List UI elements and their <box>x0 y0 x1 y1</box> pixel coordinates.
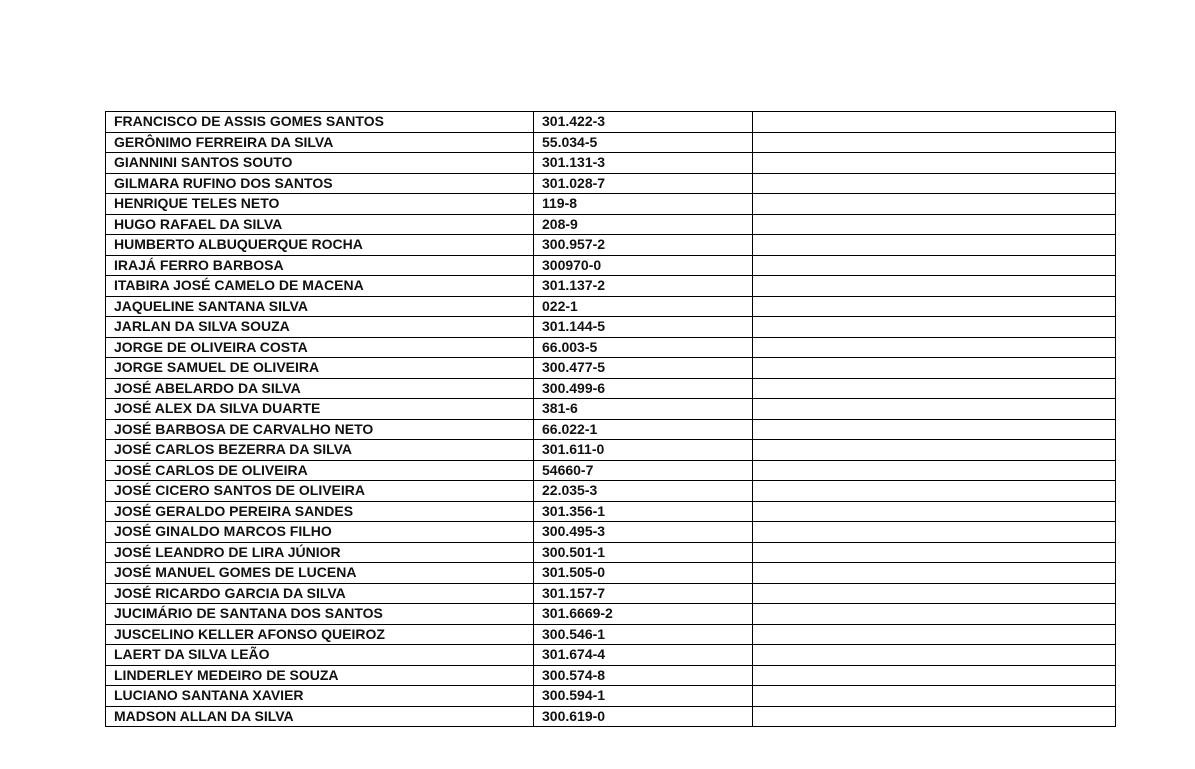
empty-cell <box>753 378 1116 399</box>
table-row <box>106 132 1116 153</box>
name-cell: JOSÉ GINALDO MARCOS FILHO <box>106 522 534 543</box>
registration-cell: 301.137-2 <box>534 276 753 297</box>
name-cell: JORGE SAMUEL DE OLIVEIRA <box>106 358 534 379</box>
registration-cell: 381-6 <box>534 399 753 420</box>
empty-cell <box>753 255 1116 276</box>
registration-cell: 301.674-4 <box>534 645 753 666</box>
name-cell: JOSÉ CARLOS DE OLIVEIRA <box>106 460 534 481</box>
empty-cell <box>753 665 1116 686</box>
registration-cell: 55.034-5 <box>534 132 753 153</box>
table-row <box>106 419 1116 440</box>
empty-cell <box>753 337 1116 358</box>
empty-cell <box>753 173 1116 194</box>
registration-cell: 66.003-5 <box>534 337 753 358</box>
registration-cell: 22.035-3 <box>534 481 753 502</box>
roster-table <box>105 111 1116 727</box>
empty-cell <box>753 235 1116 256</box>
empty-cell <box>753 153 1116 174</box>
name-cell: JUCIMÁRIO DE SANTANA DOS SANTOS <box>106 604 534 625</box>
empty-cell <box>753 214 1116 235</box>
name-cell: GERÔNIMO FERREIRA DA SILVA <box>106 132 534 153</box>
registration-cell: 301.356-1 <box>534 501 753 522</box>
registration-cell: 66.022-1 <box>534 419 753 440</box>
registration-cell: 301.6669-2 <box>534 604 753 625</box>
registration-cell: 208-9 <box>534 214 753 235</box>
empty-cell <box>753 112 1116 133</box>
empty-cell <box>753 706 1116 727</box>
name-cell: JOSÉ CARLOS BEZERRA DA SILVA <box>106 440 534 461</box>
empty-cell <box>753 604 1116 625</box>
table-row <box>106 214 1116 235</box>
table-row <box>106 706 1116 727</box>
table-row <box>106 173 1116 194</box>
table-row <box>106 399 1116 420</box>
table-row <box>106 255 1116 276</box>
table-row <box>106 317 1116 338</box>
table-row <box>106 522 1116 543</box>
registration-cell: 301.422-3 <box>534 112 753 133</box>
empty-cell <box>753 194 1116 215</box>
empty-cell <box>753 624 1116 645</box>
empty-cell <box>753 440 1116 461</box>
name-cell: LUCIANO SANTANA XAVIER <box>106 686 534 707</box>
name-cell: HENRIQUE TELES NETO <box>106 194 534 215</box>
table-row <box>106 112 1116 133</box>
name-cell: JOSÉ MANUEL GOMES DE LUCENA <box>106 563 534 584</box>
empty-cell <box>753 481 1116 502</box>
registration-cell: 300.594-1 <box>534 686 753 707</box>
table-row <box>106 604 1116 625</box>
table-row <box>106 153 1116 174</box>
empty-cell <box>753 460 1116 481</box>
registration-cell: 54660-7 <box>534 460 753 481</box>
empty-cell <box>753 501 1116 522</box>
registration-cell: 301.611-0 <box>534 440 753 461</box>
roster-body <box>106 112 1116 727</box>
registration-cell: 300.957-2 <box>534 235 753 256</box>
empty-cell <box>753 645 1116 666</box>
registration-cell: 301.131-3 <box>534 153 753 174</box>
table-row <box>106 358 1116 379</box>
name-cell: JOSÉ RICARDO GARCIA DA SILVA <box>106 583 534 604</box>
empty-cell <box>753 542 1116 563</box>
table-row <box>106 194 1116 215</box>
registration-cell: 300.546-1 <box>534 624 753 645</box>
name-cell: GIANNINI SANTOS SOUTO <box>106 153 534 174</box>
registration-cell: 300.495-3 <box>534 522 753 543</box>
table-row <box>106 686 1116 707</box>
empty-cell <box>753 522 1116 543</box>
registration-cell: 301.028-7 <box>534 173 753 194</box>
name-cell: JARLAN DA SILVA SOUZA <box>106 317 534 338</box>
empty-cell <box>753 317 1116 338</box>
table-row <box>106 440 1116 461</box>
table-row <box>106 378 1116 399</box>
empty-cell <box>753 276 1116 297</box>
name-cell: ITABIRA JOSÉ CAMELO DE MACENA <box>106 276 534 297</box>
registration-cell: 301.157-7 <box>534 583 753 604</box>
name-cell: JUSCELINO KELLER AFONSO QUEIROZ <box>106 624 534 645</box>
table-row <box>106 563 1116 584</box>
registration-cell: 300.477-5 <box>534 358 753 379</box>
table-row <box>106 542 1116 563</box>
name-cell: JOSÉ LEANDRO DE LIRA JÚNIOR <box>106 542 534 563</box>
name-cell: JOSÉ ALEX DA SILVA DUARTE <box>106 399 534 420</box>
name-cell: HUMBERTO ALBUQUERQUE ROCHA <box>106 235 534 256</box>
table-row <box>106 337 1116 358</box>
empty-cell <box>753 358 1116 379</box>
table-row <box>106 460 1116 481</box>
registration-cell: 300970-0 <box>534 255 753 276</box>
name-cell: JOSÉ ABELARDO DA SILVA <box>106 378 534 399</box>
registration-cell: 300.499-6 <box>534 378 753 399</box>
name-cell: LAERT DA SILVA LEÃO <box>106 645 534 666</box>
empty-cell <box>753 563 1116 584</box>
name-cell: LINDERLEY MEDEIRO DE SOUZA <box>106 665 534 686</box>
table-row <box>106 501 1116 522</box>
registration-cell: 301.505-0 <box>534 563 753 584</box>
registration-cell: 300.574-8 <box>534 665 753 686</box>
empty-cell <box>753 686 1116 707</box>
empty-cell <box>753 419 1116 440</box>
empty-cell <box>753 399 1116 420</box>
table-row <box>106 235 1116 256</box>
name-cell: JORGE DE OLIVEIRA COSTA <box>106 337 534 358</box>
table-row <box>106 583 1116 604</box>
table-row <box>106 276 1116 297</box>
name-cell: JOSÉ CICERO SANTOS DE OLIVEIRA <box>106 481 534 502</box>
name-cell: MADSON ALLAN DA SILVA <box>106 706 534 727</box>
name-cell: HUGO RAFAEL DA SILVA <box>106 214 534 235</box>
table-row <box>106 481 1116 502</box>
table-row <box>106 645 1116 666</box>
table-row <box>106 665 1116 686</box>
name-cell: GILMARA RUFINO DOS SANTOS <box>106 173 534 194</box>
registration-cell: 300.619-0 <box>534 706 753 727</box>
name-cell: FRANCISCO DE ASSIS GOMES SANTOS <box>106 112 534 133</box>
name-cell: JAQUELINE SANTANA SILVA <box>106 296 534 317</box>
empty-cell <box>753 583 1116 604</box>
registration-cell: 300.501-1 <box>534 542 753 563</box>
registration-cell: 301.144-5 <box>534 317 753 338</box>
empty-cell <box>753 132 1116 153</box>
empty-cell <box>753 296 1116 317</box>
table-row <box>106 624 1116 645</box>
name-cell: JOSÉ GERALDO PEREIRA SANDES <box>106 501 534 522</box>
registration-cell: 022-1 <box>534 296 753 317</box>
registration-cell: 119-8 <box>534 194 753 215</box>
table-row <box>106 296 1116 317</box>
name-cell: IRAJÁ FERRO BARBOSA <box>106 255 534 276</box>
name-cell: JOSÉ BARBOSA DE CARVALHO NETO <box>106 419 534 440</box>
